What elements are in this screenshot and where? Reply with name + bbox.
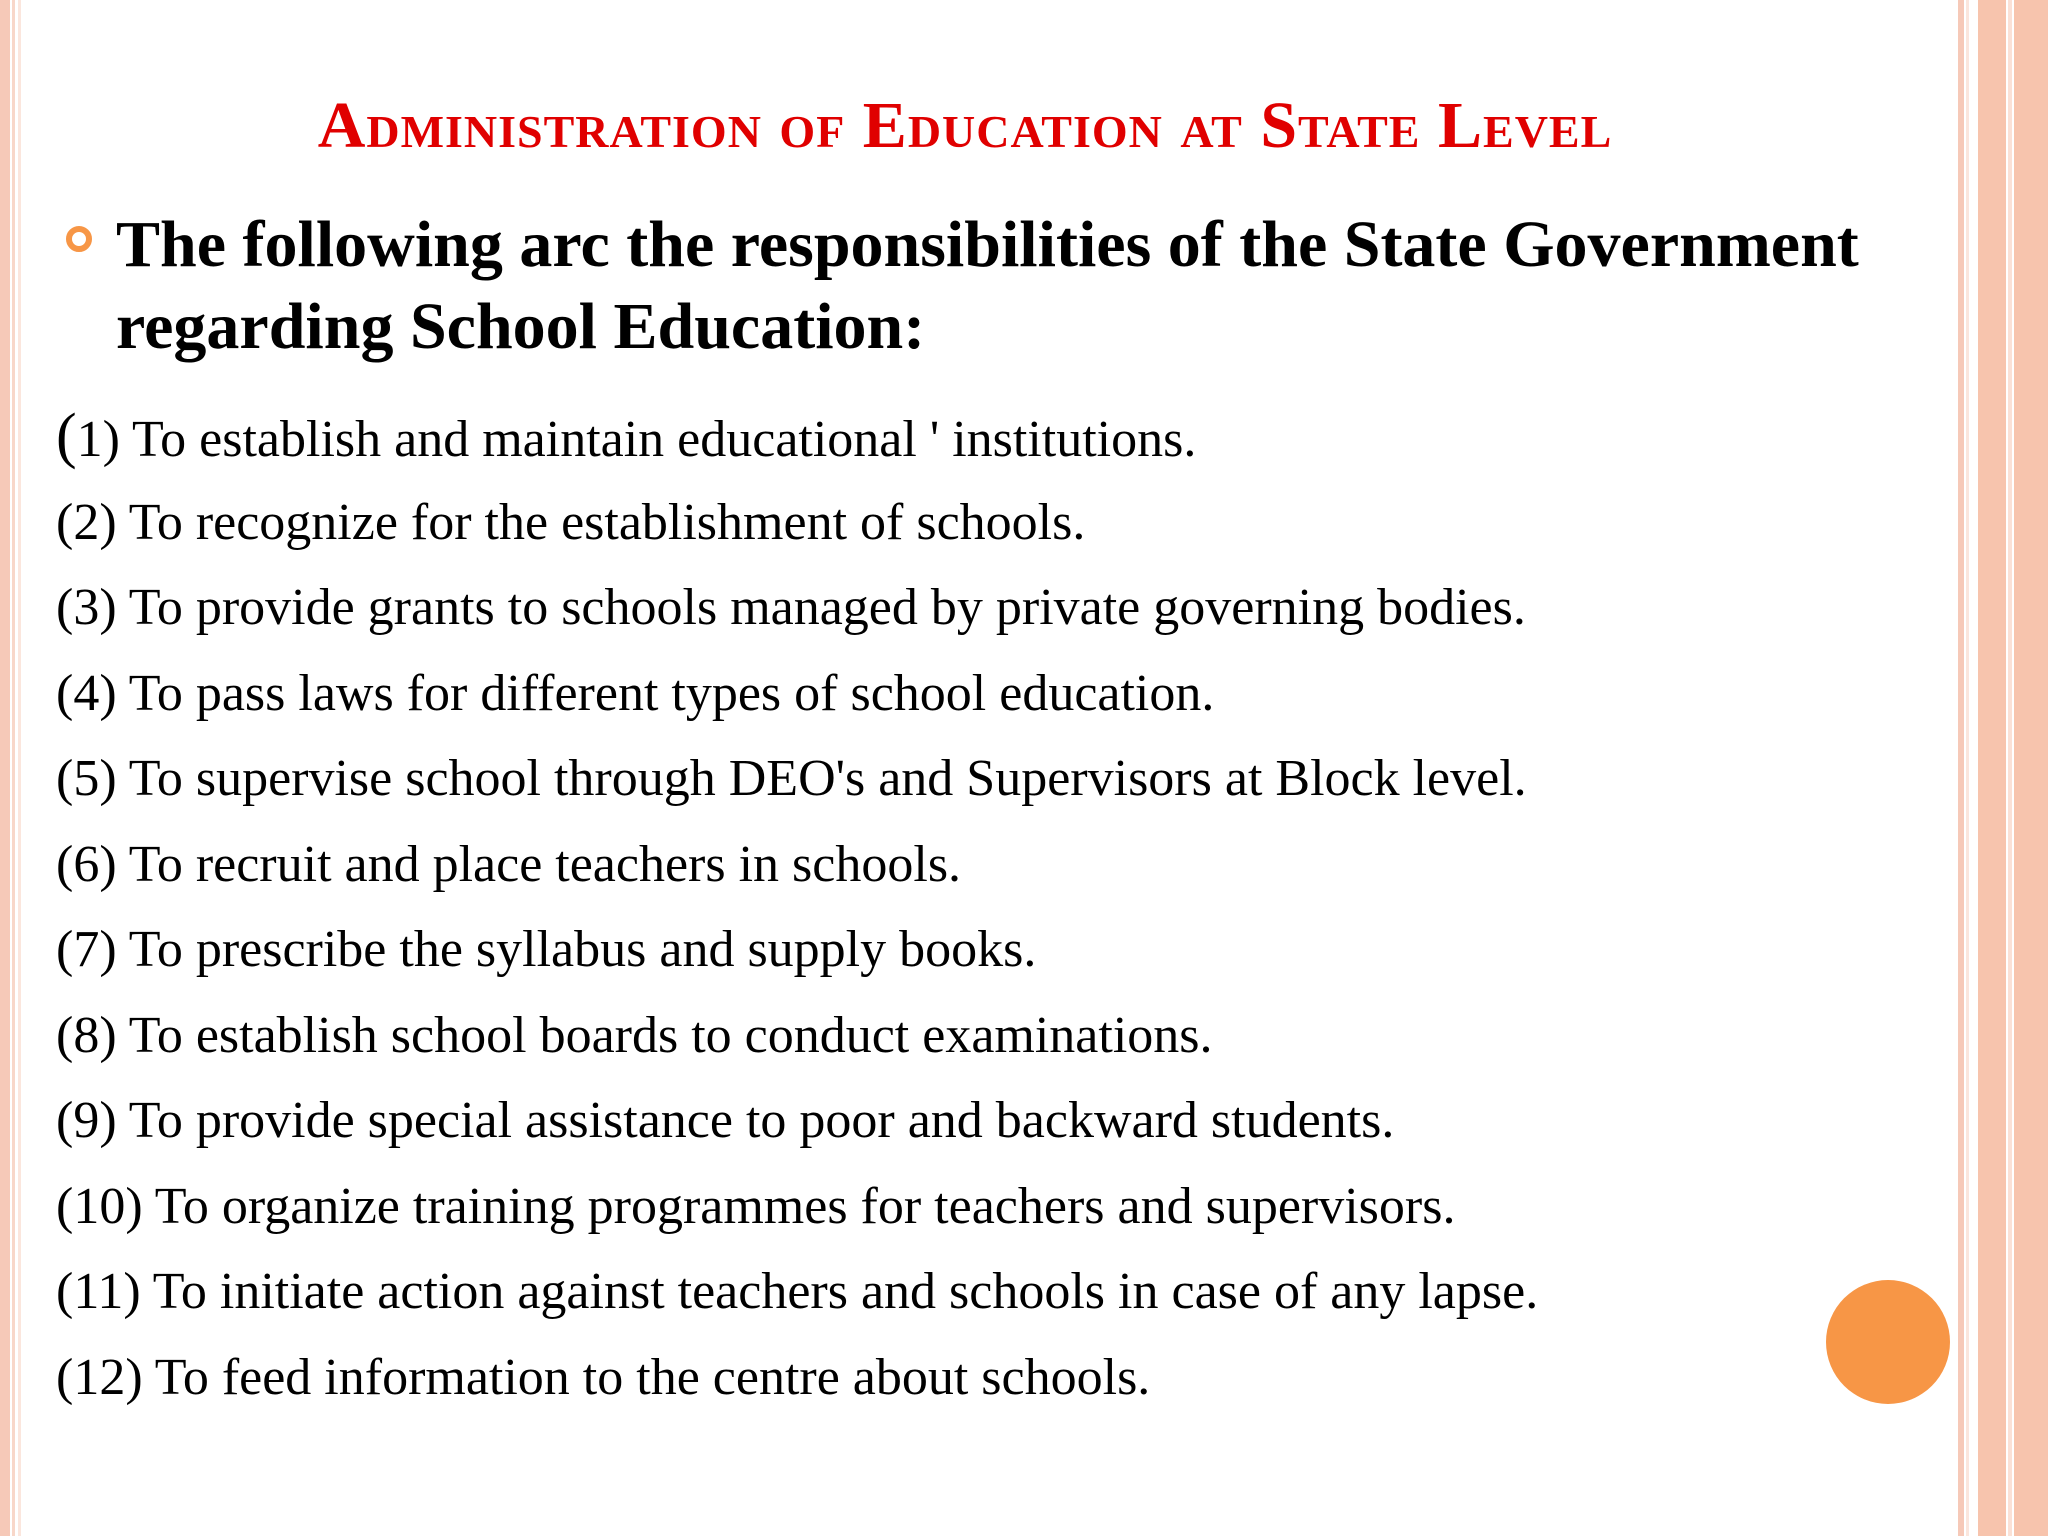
right-border-stripe [1978, 0, 2006, 1536]
list-item: (3) To provide grants to schools managed by private governing bodies. [56, 579, 1526, 636]
list-item: (6) To recruit and place teachers in schools. [56, 835, 962, 893]
list-item: (4) To pass laws for different types of school education. [56, 664, 1215, 722]
list-item: (10) To organize training programmes for teachers and supervisors. [56, 1177, 1456, 1235]
list-item: (7) To prescribe the syllabus and supply books. [56, 921, 1037, 978]
left-border-stripe [18, 0, 21, 1536]
list-item: (5) To supervise school through DEO's and Supervisors at Block level. [56, 750, 1527, 807]
right-border-stripe [2014, 0, 2048, 1536]
list-item: (12) To feed information to the centre about schools. [56, 1348, 1151, 1406]
list-item: (2) To recognize for the establishment of schools. [56, 493, 1086, 551]
slide-heading: The following arc the responsibilities of the State Government regarding School Education: [116, 208, 1859, 363]
right-border-stripe [1958, 0, 1964, 1536]
left-border-stripe [0, 0, 10, 1536]
list-item: (9) To provide special assistance to poor and backward students. [56, 1092, 1395, 1149]
list-item: (8) To establish school boards to conduct examinations. [56, 1006, 1213, 1064]
list-item: (11) To initiate action against teachers and schools in case of any lapse. [56, 1263, 1539, 1320]
decorative-orange-circle [1826, 1280, 1950, 1404]
hollow-circle-bullet-icon [66, 226, 92, 252]
right-border-stripe [2008, 0, 2012, 1536]
responsibilities-list [56, 394, 1538, 1420]
left-border-stripe [12, 0, 15, 1536]
right-border-stripe [1966, 0, 1969, 1536]
slide-title: Administration of Education at State Level [317, 89, 1613, 162]
list-item: (1) To establish and maintain educational ' institutions. [56, 402, 1197, 470]
